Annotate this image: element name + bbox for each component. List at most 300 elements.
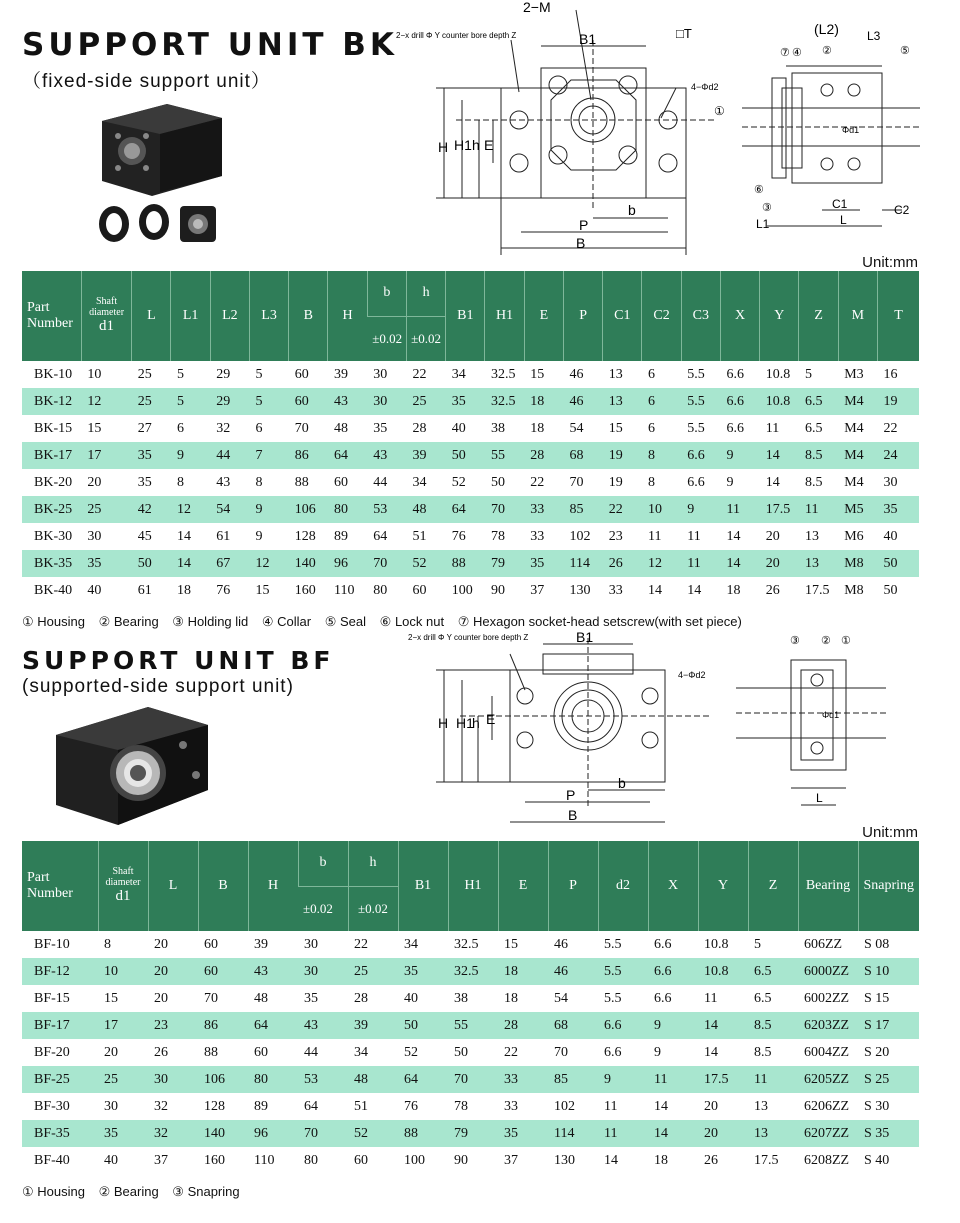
table-cell: 25 <box>137 366 152 382</box>
bf-header-h1: H1 <box>448 841 498 931</box>
table-cell: BF-10 <box>34 936 70 952</box>
table-cell: 29 <box>210 388 249 415</box>
table-cell: 76 <box>451 528 466 544</box>
bf-label-b: B <box>568 807 578 823</box>
bf-header-d2: d2 <box>598 841 648 931</box>
table-cell: M8 <box>844 582 864 598</box>
table-cell: 12 <box>81 388 131 415</box>
bk-side-label-c1: C1 <box>832 197 848 211</box>
table-cell: 44 <box>304 1044 318 1060</box>
table-cell: 9 <box>654 1044 661 1060</box>
table-cell: 6.6 <box>720 388 759 415</box>
bf-header-shaft <box>98 841 148 931</box>
table-cell: 35 <box>304 990 318 1006</box>
table-cell: 26 <box>704 1152 718 1168</box>
bf-header-e: E <box>498 841 548 931</box>
table-cell: 35 <box>498 1120 548 1147</box>
table-cell: 32 <box>148 1120 198 1147</box>
table-row <box>22 469 919 496</box>
table-cell: 38 <box>490 420 505 436</box>
bk-header-b-cap: B <box>289 271 328 361</box>
table-cell: 52 <box>406 550 445 577</box>
table-cell: 9 <box>255 528 263 544</box>
table-cell: 5.5 <box>681 388 720 415</box>
table-cell: M4 <box>838 442 877 469</box>
table-cell: 11 <box>704 990 718 1006</box>
table-cell: 11 <box>720 496 759 523</box>
table-cell: 14 <box>704 1044 718 1060</box>
table-cell: 46 <box>563 388 602 415</box>
bk-side-label-l1: L1 <box>756 217 770 231</box>
table-cell: 15 <box>530 366 545 382</box>
table-cell: 106 <box>289 496 328 523</box>
table-cell: BF-40 <box>34 1152 70 1168</box>
table-cell: 11 <box>799 496 838 523</box>
table-cell: 40 <box>404 990 418 1006</box>
bf-label-b-low: b <box>618 775 626 791</box>
table-cell: 50 <box>454 1044 468 1060</box>
table-cell: 14 <box>654 1098 668 1114</box>
table-cell: 40 <box>883 528 898 544</box>
table-cell: 13 <box>603 388 642 415</box>
bk-table-body <box>22 361 919 604</box>
table-cell: 30 <box>373 366 388 382</box>
bk-spec-table <box>22 271 919 604</box>
table-cell: 35 <box>398 958 448 985</box>
bk-header-h: h <box>406 271 445 316</box>
bk-side-label-n5: ⑤ <box>900 45 910 57</box>
table-cell: 15 <box>504 936 518 952</box>
table-cell: 30 <box>148 1066 198 1093</box>
bf-table-body <box>22 931 919 1174</box>
table-cell: 32.5 <box>490 366 516 382</box>
bk-label-h1: H1 <box>454 137 472 153</box>
table-cell: S 15 <box>864 990 890 1006</box>
bk-label-b-low: b <box>628 202 636 218</box>
table-cell: 22 <box>354 936 368 952</box>
table-cell: 18 <box>504 990 518 1006</box>
table-cell: 6.6 <box>604 1044 622 1060</box>
table-row <box>22 985 919 1012</box>
table-cell: 13 <box>799 550 838 577</box>
table-cell: 96 <box>328 550 367 577</box>
table-cell: 6.6 <box>726 366 744 382</box>
table-cell: 11 <box>647 528 662 544</box>
table-cell: 80 <box>328 496 367 523</box>
table-cell: 26 <box>603 550 642 577</box>
table-cell: 22 <box>530 474 545 490</box>
bk-side-label-n2: ② <box>822 45 832 57</box>
table-cell: BF-12 <box>22 958 98 985</box>
table-cell: BK-10 <box>34 366 73 382</box>
bk-title: SUPPORT UNIT BK <box>22 27 398 63</box>
table-cell: 22 <box>883 420 898 436</box>
table-cell: BF-17 <box>22 1012 98 1039</box>
table-cell: 54 <box>569 420 584 436</box>
bk-side-label-l: L <box>840 213 847 227</box>
table-cell: 6.6 <box>726 420 744 436</box>
bf-legend-item-bearing: ② Bearing <box>98 1184 159 1199</box>
table-cell: 64 <box>446 496 485 523</box>
table-cell: 20 <box>104 1044 118 1060</box>
table-cell: 30 <box>304 936 318 952</box>
table-cell: 5.5 <box>687 366 705 382</box>
table-cell: 15 <box>255 582 270 598</box>
table-cell: 60 <box>254 1044 268 1060</box>
table-cell: 7 <box>249 442 288 469</box>
table-cell: 86 <box>198 1012 248 1039</box>
table-cell: 20 <box>765 528 780 544</box>
bk-label-2m: 2−M <box>523 0 551 15</box>
table-cell: 11 <box>681 550 720 577</box>
bk-header-b-tol: ±0.02 <box>367 316 406 361</box>
table-cell: 35 <box>524 550 563 577</box>
bk-front-drawing <box>396 0 746 262</box>
table-cell: 6000ZZ <box>798 958 858 985</box>
table-cell: 11 <box>748 1066 798 1093</box>
bk-label-e: E <box>484 137 494 153</box>
table-cell: 6.6 <box>681 442 720 469</box>
table-cell: 6004ZZ <box>804 1044 850 1060</box>
table-cell: 110 <box>333 582 355 598</box>
bk-header-h-tol: ±0.02 <box>406 316 445 361</box>
table-cell: 8 <box>647 474 655 490</box>
bf-header-snapring: Snapring <box>858 841 919 931</box>
table-cell: 114 <box>563 550 602 577</box>
table-cell: 6 <box>647 420 655 436</box>
bf-subtitle: (supported-side support unit) <box>22 676 294 697</box>
table-cell: 140 <box>289 550 328 577</box>
table-cell: 46 <box>554 936 568 952</box>
table-cell: 55 <box>448 1012 498 1039</box>
table-cell: 20 <box>148 958 198 985</box>
table-row <box>22 388 919 415</box>
table-cell: 19 <box>603 442 642 469</box>
table-cell: 85 <box>563 496 602 523</box>
table-cell: 33 <box>498 1066 548 1093</box>
table-cell: 60 <box>198 958 248 985</box>
table-cell: 32.5 <box>485 388 524 415</box>
table-cell: 70 <box>554 1044 568 1060</box>
table-cell: 88 <box>398 1120 448 1147</box>
table-cell: 33 <box>608 582 623 598</box>
table-cell: 14 <box>765 474 780 490</box>
table-cell: 64 <box>373 528 388 544</box>
table-cell: 70 <box>448 1066 498 1093</box>
bf-label-e: E <box>486 711 496 727</box>
table-cell: 19 <box>608 474 623 490</box>
bk-side-label-n3: ③ <box>762 202 772 214</box>
table-cell: M6 <box>844 528 864 544</box>
bk-legend-item-setscrew: ⑦ Hexagon socket-head setscrew(with set piece) <box>457 614 742 629</box>
table-cell: 13 <box>748 1120 798 1147</box>
bf-header-b1: B1 <box>398 841 448 931</box>
table-cell: 9 <box>171 442 210 469</box>
bk-label-h: H <box>438 139 449 155</box>
bf-header-x: X <box>648 841 698 931</box>
table-cell: 40 <box>87 582 102 598</box>
table-row <box>22 442 919 469</box>
table-cell: 28 <box>354 990 368 1006</box>
table-cell: 39 <box>254 936 268 952</box>
table-cell: S 10 <box>858 958 919 985</box>
table-cell: 64 <box>328 442 367 469</box>
table-cell: 68 <box>563 442 602 469</box>
bk-side-label-n4: ④ <box>792 47 802 59</box>
table-cell: 13 <box>754 1098 768 1114</box>
table-cell: 35 <box>137 474 152 490</box>
table-cell: 85 <box>548 1066 598 1093</box>
table-cell: 18 <box>176 582 191 598</box>
table-cell: S 35 <box>858 1120 919 1147</box>
bk-subtitle: （fixed-side support unit） <box>22 71 271 92</box>
bk-header-d1: d1 <box>99 318 115 334</box>
table-cell: 30 <box>883 474 898 490</box>
table-cell: 76 <box>216 582 231 598</box>
table-row <box>22 1093 919 1120</box>
table-cell: 35 <box>98 1120 148 1147</box>
bk-legend-item-collar: ④ Collar <box>261 614 312 629</box>
table-cell: 8.5 <box>804 474 823 490</box>
table-cell: 40 <box>104 1152 118 1168</box>
table-cell: 19 <box>877 388 919 415</box>
table-cell: 70 <box>294 420 309 436</box>
table-cell: 9 <box>681 496 720 523</box>
table-cell: 33 <box>504 1098 518 1114</box>
table-cell: 5 <box>176 366 184 382</box>
table-cell: 89 <box>333 528 348 544</box>
bk-header-l2: L2 <box>210 271 249 361</box>
bf-label-h1: H1 <box>456 715 474 731</box>
table-cell: 35 <box>446 388 485 415</box>
table-cell: 6.6 <box>687 474 705 490</box>
table-cell: 8 <box>642 442 681 469</box>
table-row <box>22 361 919 388</box>
table-cell: 52 <box>451 474 466 490</box>
table-cell: 6208ZZ <box>804 1152 850 1168</box>
table-cell: 51 <box>354 1098 368 1114</box>
table-cell: 14 <box>726 528 741 544</box>
bf-label-p: P <box>566 787 576 803</box>
table-cell: 6 <box>642 388 681 415</box>
table-cell: 50 <box>398 1012 448 1039</box>
table-cell: 70 <box>298 1120 348 1147</box>
table-cell: 60 <box>354 1152 368 1168</box>
table-cell: 54 <box>554 990 568 1006</box>
table-cell: 60 <box>204 936 218 952</box>
table-cell: 70 <box>204 990 218 1006</box>
table-cell: 22 <box>504 1044 518 1060</box>
bf-label-4d2: 4−Φd2 <box>678 670 706 680</box>
table-cell: 14 <box>647 582 662 598</box>
table-cell: 25 <box>132 388 171 415</box>
table-cell: 6.5 <box>754 990 772 1006</box>
table-cell: 35 <box>373 420 388 436</box>
table-cell: 50 <box>446 442 485 469</box>
table-cell: 79 <box>485 550 524 577</box>
table-row <box>22 1147 919 1174</box>
table-cell: 8 <box>176 474 184 490</box>
table-cell: 26 <box>154 1044 168 1060</box>
table-cell: 14 <box>720 550 759 577</box>
table-cell: 79 <box>448 1120 498 1147</box>
table-cell: 5 <box>249 388 288 415</box>
bk-header-l: L <box>132 271 171 361</box>
bf-header-part-number: Part Number <box>22 841 98 931</box>
table-cell: 35 <box>877 496 919 523</box>
table-cell: 11 <box>648 1066 698 1093</box>
table-cell: 43 <box>367 442 406 469</box>
table-cell: 100 <box>451 582 473 598</box>
table-cell: 6203ZZ <box>798 1012 858 1039</box>
table-cell: 18 <box>654 1152 668 1168</box>
table-cell: 5 <box>754 936 761 952</box>
table-cell: 10 <box>87 366 102 382</box>
table-cell: 6 <box>647 366 655 382</box>
table-cell: 10.8 <box>765 366 791 382</box>
bf-header-p: P <box>548 841 598 931</box>
bf-side-label-n2: ② <box>821 635 831 647</box>
table-cell: 17 <box>81 442 131 469</box>
table-cell: 39 <box>406 442 445 469</box>
table-cell: 90 <box>454 1152 468 1168</box>
table-cell: 30 <box>367 388 406 415</box>
table-cell: S 17 <box>858 1012 919 1039</box>
table-cell: 130 <box>554 1152 575 1168</box>
bf-label-h: H <box>438 715 449 731</box>
table-cell: 13 <box>804 528 819 544</box>
table-cell: 6002ZZ <box>804 990 850 1006</box>
table-cell: 100 <box>404 1152 425 1168</box>
table-cell: 6.6 <box>654 990 672 1006</box>
table-cell: 6 <box>176 420 184 436</box>
table-cell: 60 <box>412 582 427 598</box>
table-cell: 53 <box>298 1066 348 1093</box>
bk-label-n1: ① <box>714 104 725 118</box>
bk-legend-item-seal: ⑤ Seal <box>324 614 367 629</box>
table-cell: M4 <box>844 474 864 490</box>
table-cell: 90 <box>490 582 505 598</box>
table-cell: 9 <box>648 1012 698 1039</box>
table-cell: 17.5 <box>698 1066 748 1093</box>
table-cell: 22 <box>603 496 642 523</box>
bf-side-label-d1: Φd1 <box>822 710 840 720</box>
table-row <box>22 931 919 958</box>
bf-side-label-n1: ① <box>841 635 851 647</box>
bk-header-c3: C3 <box>681 271 720 361</box>
table-cell: BK-30 <box>34 528 73 544</box>
table-cell: 12 <box>642 550 681 577</box>
bk-header-l3: L3 <box>249 271 288 361</box>
bf-legend-item-snapring: ③ Snapring <box>172 1184 240 1199</box>
table-cell: 30 <box>87 528 102 544</box>
table-cell: M4 <box>838 388 877 415</box>
bk-side-label-c2: C2 <box>894 203 910 217</box>
bk-label-b1: B1 <box>579 31 597 47</box>
table-cell: 45 <box>137 528 152 544</box>
table-cell: 24 <box>877 442 919 469</box>
table-cell: 102 <box>569 528 591 544</box>
table-row <box>22 1012 919 1039</box>
table-cell: 140 <box>198 1120 248 1147</box>
table-cell: 70 <box>367 550 406 577</box>
table-cell: 44 <box>373 474 388 490</box>
table-cell: 11 <box>687 528 701 544</box>
table-cell: 15 <box>87 420 102 436</box>
table-cell: 60 <box>333 474 348 490</box>
table-cell: 10 <box>98 958 148 985</box>
bf-side-drawing <box>736 630 886 810</box>
bk-label-drill: 2−x drill Φ Y counter bore depth Z <box>396 31 517 40</box>
table-cell: 12 <box>249 550 288 577</box>
table-cell: 10.8 <box>698 958 748 985</box>
table-cell: 48 <box>333 420 348 436</box>
bf-legend-item-housing: ① Housing <box>22 1184 85 1199</box>
table-cell: 8.5 <box>748 1012 798 1039</box>
bf-header-b: b <box>298 841 348 886</box>
table-cell: 22 <box>412 366 427 382</box>
table-cell: 102 <box>554 1098 575 1114</box>
table-cell: 15 <box>608 420 623 436</box>
table-cell: 10.8 <box>760 388 799 415</box>
table-cell: 80 <box>248 1066 298 1093</box>
table-cell: M8 <box>838 550 877 577</box>
table-row <box>22 1120 919 1147</box>
table-cell: 5 <box>804 366 812 382</box>
table-cell: 20 <box>760 550 799 577</box>
table-cell: 15 <box>104 990 118 1006</box>
table-row <box>22 496 919 523</box>
table-cell: 28 <box>524 442 563 469</box>
table-cell: 23 <box>608 528 623 544</box>
bf-label-h-low: h <box>472 715 480 731</box>
bk-header-b1: B1 <box>446 271 485 361</box>
bf-header-h: h <box>348 841 398 886</box>
table-cell: 6205ZZ <box>798 1066 858 1093</box>
table-cell: BF-15 <box>34 990 70 1006</box>
table-cell: BK-20 <box>34 474 73 490</box>
table-cell: 17.5 <box>754 1152 779 1168</box>
table-cell: 25 <box>81 496 131 523</box>
table-row <box>22 550 919 577</box>
table-cell: 52 <box>348 1120 398 1147</box>
table-cell: 20 <box>154 936 168 952</box>
table-cell: 26 <box>765 582 780 598</box>
table-cell: 39 <box>348 1012 398 1039</box>
table-cell: 14 <box>760 442 799 469</box>
bk-side-label-l3: L3 <box>867 29 881 43</box>
table-cell: 6 <box>255 420 263 436</box>
table-cell: 6.5 <box>804 420 823 436</box>
bk-header-l1: L1 <box>171 271 210 361</box>
table-cell: 51 <box>412 528 427 544</box>
bk-side-label-n7: ⑦ <box>780 47 790 59</box>
bf-unit-label: Unit:mm <box>862 824 918 841</box>
table-cell: 606ZZ <box>804 936 843 952</box>
table-cell: 78 <box>454 1098 468 1114</box>
table-cell: 9 <box>726 474 734 490</box>
table-cell: 12 <box>171 496 210 523</box>
bk-header-part-number: Part Number <box>22 271 81 361</box>
bf-header-shaft-diameter: Shaft diameter <box>105 866 141 888</box>
table-cell: 27 <box>137 420 152 436</box>
table-cell: 28 <box>498 1012 548 1039</box>
table-cell: 68 <box>548 1012 598 1039</box>
bk-header-x: X <box>720 271 759 361</box>
table-cell: 6.6 <box>598 1012 648 1039</box>
table-cell: 6.6 <box>648 958 698 985</box>
table-cell: 88 <box>446 550 485 577</box>
